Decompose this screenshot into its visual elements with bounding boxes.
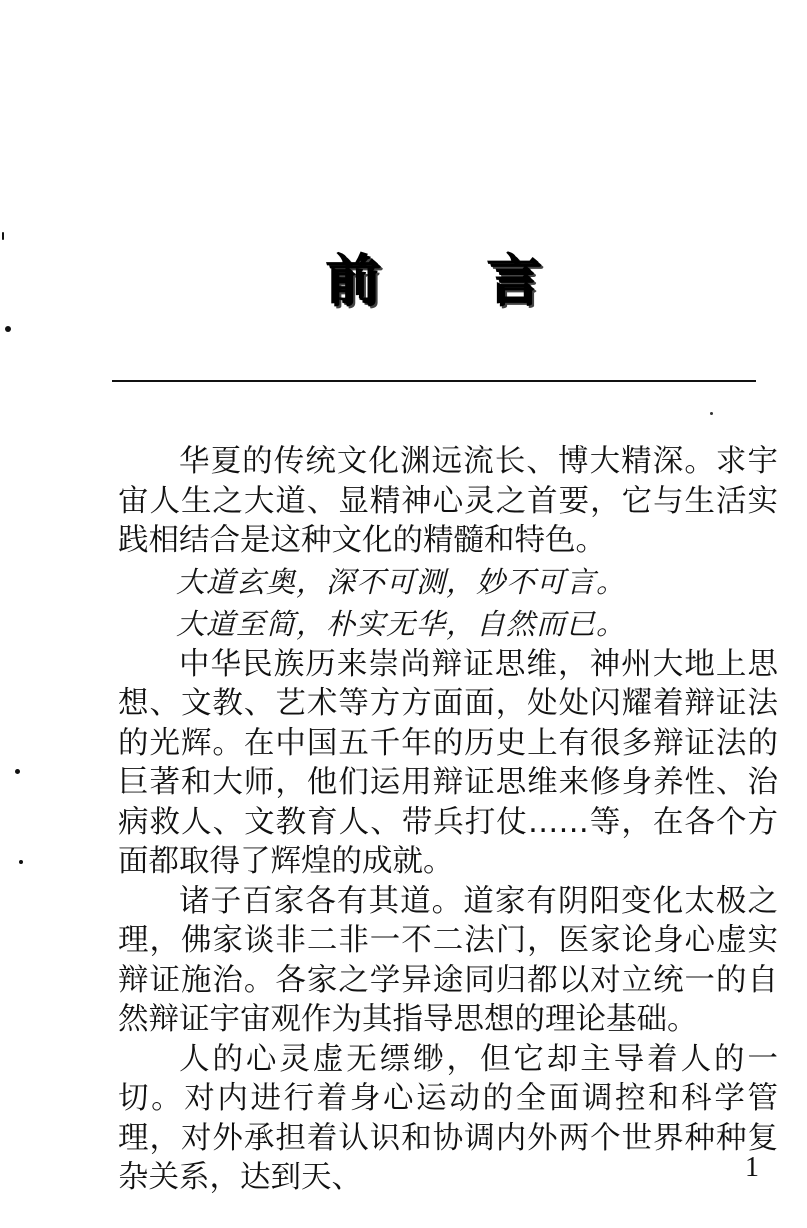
paragraph-4: 人的心灵虚无缥缈，但它却主导着人的一切。对内进行着身心运动的全面调控和科学管理，对外承担着认识和协调内外两个世界种种复杂关系，达到天、 xyxy=(118,1041,778,1195)
scan-speck xyxy=(15,769,20,774)
body-text xyxy=(118,442,778,1198)
poem-line-2: 大道至简，朴实无华，自然而已。 xyxy=(176,606,627,641)
title-char-2: 言 xyxy=(486,248,540,311)
scan-speck xyxy=(5,326,11,332)
scan-speck xyxy=(19,860,23,864)
page-number: 1 xyxy=(745,1152,759,1183)
paragraph-3: 诸子百家各有其道。道家有阴阳变化太极之理，佛家谈非二非一不二法门，医家论身心虚实辩证施治。各家之学异途同归都以对立统一的自然辩证宇宙观作为其指导思想的理论基础。 xyxy=(118,883,778,1037)
scan-speck xyxy=(2,232,4,240)
paragraph-1: 华夏的传统文化渊远流长、博大精深。求宇宙人生之大道、显精神心灵之首要，它与生活实践相结合是这种文化的精髓和特色。 xyxy=(118,444,778,558)
poem-line-1: 大道玄奥，深不可测，妙不可言。 xyxy=(176,564,627,599)
page-title xyxy=(325,250,540,310)
title-divider xyxy=(112,380,756,382)
paragraph-2: 中华民族历来崇尚辩证思维，神州大地上思想、文教、艺术等方方面面，处处闪耀着辩证法的光辉。在中国五千年的历史上有很多辩证法的巨著和大师，他们运用辩证思维来修身养性、治病救人、文教育人、带兵打仗……等，在各个方面都取得了辉煌的成就。 xyxy=(118,646,778,879)
scan-speck xyxy=(710,412,713,415)
title-char-1: 前 xyxy=(325,248,379,311)
